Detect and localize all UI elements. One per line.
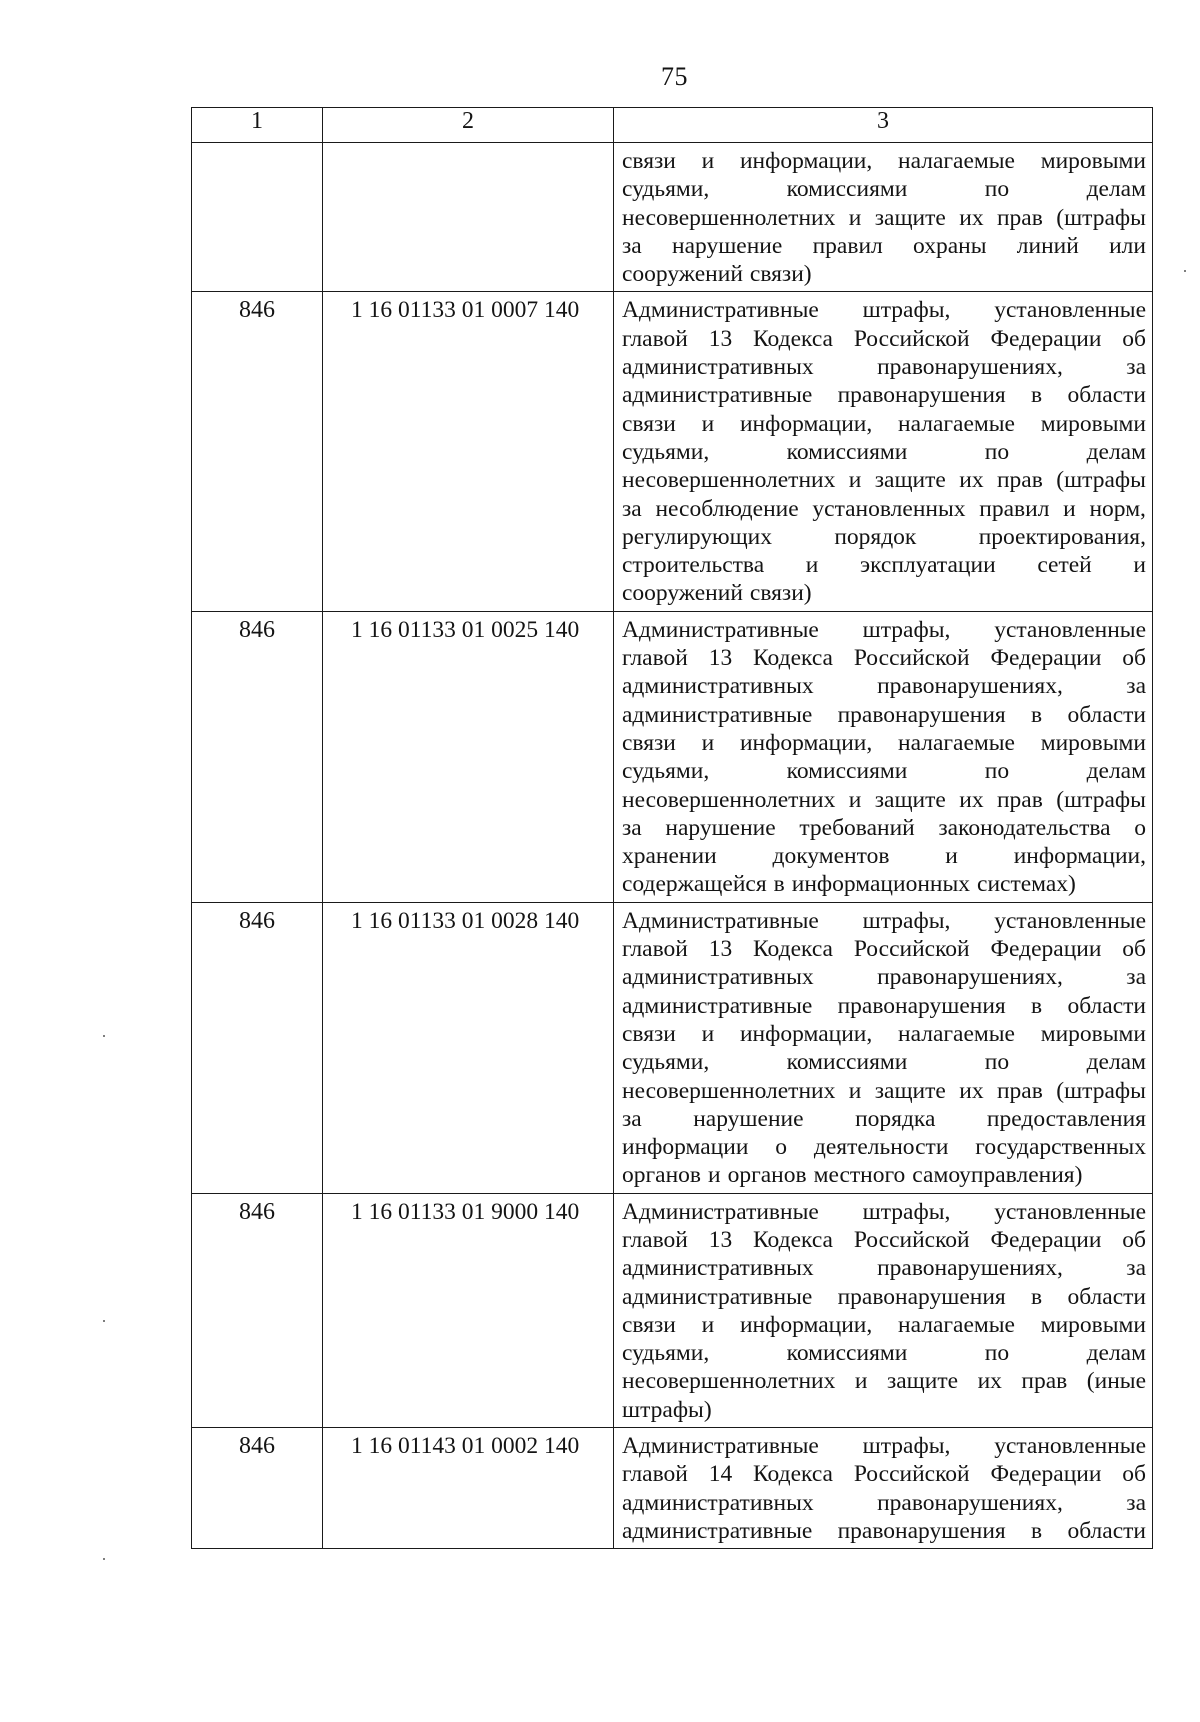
description-line: административные правонарушения в области (622, 382, 1146, 409)
budget-classification-code-cell: 1 16 01133 01 0028 140 (323, 902, 614, 1193)
admin-code-cell: 846 (192, 292, 323, 611)
budget-classification-code-cell: 1 16 01133 01 0025 140 (323, 611, 614, 902)
description-line: судьями, комиссиями по делам (622, 758, 1146, 785)
table-row (192, 611, 1153, 902)
description-line: строительства и эксплуатации сетей и (622, 552, 1146, 579)
description-line: за нарушение порядка предоставления (622, 1105, 1146, 1132)
header-col-2: 2 (323, 108, 614, 143)
table-header-row (192, 108, 1153, 143)
budget-classification-code-cell: 1 16 01133 01 0007 140 (323, 292, 614, 611)
margin-speck (1184, 270, 1186, 272)
page-number: 75 (661, 62, 688, 91)
description-line: судьями, комиссиями по делам (622, 1340, 1146, 1367)
description-line: административных правонарушениях, за (622, 673, 1146, 700)
description-line: связи и информации, налагаемые мировыми (622, 410, 1146, 437)
description-line: главой 13 Кодекса Российской Федерации об (622, 325, 1146, 352)
description-line: Административные штрафы, установленные (622, 1198, 1146, 1225)
header-col-1: 1 (192, 108, 323, 143)
description-cell (614, 292, 1153, 611)
description-line: административных правонарушениях, за (622, 964, 1146, 991)
description-line: административных правонарушениях, за (622, 1255, 1146, 1282)
description-line: Административные штрафы, установленные (622, 297, 1146, 324)
description-line: судьями, комиссиями по делам (622, 176, 1146, 203)
description-line: связи и информации, налагаемые мировыми (622, 729, 1146, 756)
description-line: связи и информации, налагаемые мировыми (622, 1020, 1146, 1047)
budget-codes-table (191, 107, 1153, 1549)
description-line: судьями, комиссиями по делам (622, 1049, 1146, 1076)
header-col-3: 3 (614, 108, 1153, 143)
table-row (192, 143, 1153, 292)
budget-classification-code-cell (323, 143, 614, 292)
description-line: несовершеннолетних и защите их прав (штрафы (622, 1077, 1146, 1104)
description-line: Административные штрафы, установленные (622, 616, 1146, 643)
description-line: органов и органов местного самоуправления) (622, 1162, 1083, 1189)
admin-code-cell: 846 (192, 611, 323, 902)
table-row (192, 292, 1153, 611)
description-line: несовершеннолетних и защите их прав (штрафы (622, 786, 1146, 813)
description-line: административные правонарушения в области (622, 1283, 1146, 1310)
description-cell (614, 1428, 1153, 1549)
description-line: главой 14 Кодекса Российской Федерации об (622, 1461, 1146, 1488)
description-line: информации о деятельности государственных (622, 1134, 1146, 1161)
description-line: несовершеннолетних и защите их прав (штрафы (622, 204, 1146, 231)
description-line: главой 13 Кодекса Российской Федерации об (622, 1226, 1146, 1253)
description-line: несовершеннолетних и защите их прав (штрафы (622, 467, 1146, 494)
description-line: за несоблюдение установленных правил и норм, (622, 495, 1146, 522)
description-line: административных правонарушениях, за (622, 1489, 1146, 1516)
margin-speck (103, 1035, 105, 1037)
description-line: хранении документов и информации, (622, 843, 1146, 870)
table-row (192, 1428, 1153, 1549)
description-line: административные правонарушения в области (622, 1517, 1146, 1544)
budget-classification-code-cell: 1 16 01133 01 9000 140 (323, 1193, 614, 1427)
admin-code-cell: 846 (192, 1193, 323, 1427)
margin-speck (103, 1320, 105, 1322)
description-line: связи и информации, налагаемые мировыми (622, 148, 1146, 174)
description-line: связи и информации, налагаемые мировыми (622, 1311, 1146, 1338)
table-body (192, 108, 1153, 1549)
admin-code-cell: 846 (192, 1428, 323, 1549)
table-row (192, 1193, 1153, 1427)
description-line: за нарушение требований законодательства о (622, 814, 1146, 841)
description-line: административных правонарушениях, за (622, 354, 1146, 381)
description-line: сооружений связи) (622, 580, 812, 607)
description-line: за нарушение правил охраны линий или (622, 232, 1146, 259)
description-line: штрафы) (622, 1396, 712, 1423)
description-line: главой 13 Кодекса Российской Федерации об (622, 645, 1146, 672)
description-cell (614, 611, 1153, 902)
admin-code-cell (192, 143, 323, 292)
description-line: сооружений связи) (622, 261, 812, 288)
description-line: судьями, комиссиями по делам (622, 438, 1146, 465)
budget-classification-code-cell: 1 16 01143 01 0002 140 (323, 1428, 614, 1549)
table-row (192, 902, 1153, 1193)
description-line: несовершеннолетних и защите их прав (иные (622, 1368, 1146, 1395)
description-line: регулирующих порядок проектирования, (622, 523, 1146, 550)
description-line: Административные штрафы, установленные (622, 1433, 1146, 1460)
description-cell (614, 902, 1153, 1193)
description-line: главой 13 Кодекса Российской Федерации об (622, 936, 1146, 963)
description-line: административные правонарушения в области (622, 992, 1146, 1019)
description-line: Административные штрафы, установленные (622, 907, 1146, 934)
description-cell (614, 1193, 1153, 1427)
admin-code-cell: 846 (192, 902, 323, 1193)
description-cell (614, 143, 1153, 292)
margin-speck (103, 1558, 105, 1560)
description-line: административные правонарушения в области (622, 701, 1146, 728)
description-line: содержащейся в информационных системах) (622, 871, 1076, 898)
